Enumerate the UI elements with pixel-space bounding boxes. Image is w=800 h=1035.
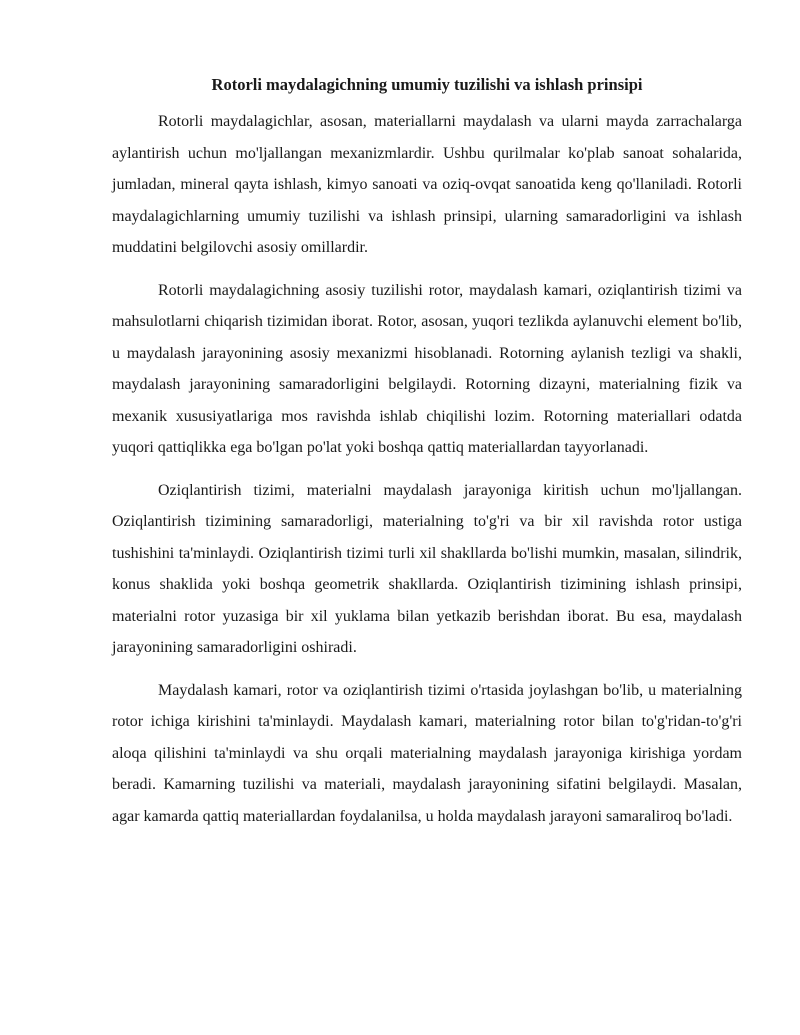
paragraph-2: Rotorli maydalagichning asosiy tuzilishi rotor, maydalash kamari, oziqlantirish tizimi va mahsulotlarni chiqarish tizimidan iborat. Rotor, asosan, yuqori tezlikda aylanuvchi element bo'lib, u maydalash jarayonining asosiy mexanizmi hisoblanadi. Rotorning aylanish tezligi va shakli, maydalash jarayonining samaradorligini belgilaydi. Rotorning dizayni, materialning fizik va mexanik xususiyatlariga mos ravishda ishlab chiqilishi lozim. Rotorning materiallari odatda yuqori qattiqlikka ega bo'lgan po'lat yoki boshqa qattiq materiallardan tayyorlanadi. xyxy=(112,281,742,456)
paragraph-1: Rotorli maydalagichlar, asosan, materiallarni maydalash va ularni mayda zarrachalarga aylantirish uchun mo'ljallangan mexanizmlardir. Ushbu qurilmalar ko'plab sanoat sohalarida, jumladan, mineral qayta ishlash, kimyo sanoati va oziq-ovqat sanoatida keng qo'llaniladi. Rotorli maydalagichlarning umumiy tuzilishi va ishlash prinsipi, ularning samaradorligini va ishlash muddatini belgilovchi asosiy omillardir. xyxy=(112,113,742,256)
document-body xyxy=(112,72,742,843)
document-title: Rotorli maydalagichning umumiy tuzilishi va ishlash prinsipi xyxy=(211,75,643,94)
paragraph-3: Oziqlantirish tizimi, materialni maydalash jarayoniga kiritish uchun mo'ljallangan. Oziqlantirish tizimining samaradorligi, materialning to'g'ri va bir xil ravishda rotor ustiga tushishini ta'minlaydi. Oziqlantirish tizimi turli xil shakllarda bo'lishi mumkin, masalan, silindrik, konus shaklida yoki boshqa geometrik shakllarda. Oziqlantirish tizimining ishlash prinsipi, materialni rotor yuzasiga bir xil yuklama bilan yetkazib berishdan iborat. Bu esa, maydalash jarayonining samaradorligini oshiradi. xyxy=(112,481,742,656)
paragraph-4: Maydalash kamari, rotor va oziqlantirish tizimi o'rtasida joylashgan bo'lib, u materialning rotor ichiga kirishini ta'minlaydi. Maydalash kamari, materialning rotor bilan to'g'ridan-to'g'ri aloqa qilishini ta'minlaydi va shu orqali materialning maydalash jarayoniga kirishiga yordam beradi. Kamarning tuzilishi va materiali, maydalash jarayonining sifatini belgilaydi. Masalan, agar kamarda qattiq materiallardan foydalanilsa, u holda maydalash jarayoni samaraliroq bo'ladi. xyxy=(112,681,742,825)
